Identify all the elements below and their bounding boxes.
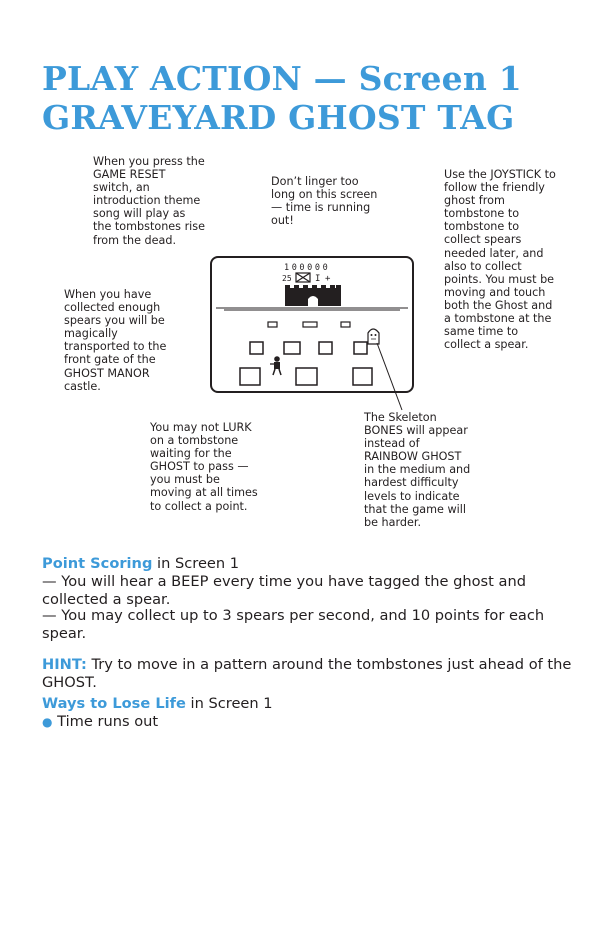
lose-life-item: [42, 713, 582, 731]
callout-dont-linger: Don’t linger too long on this screen — time is running out!: [271, 175, 378, 228]
lose-life-label: Ways to Lose Life: [42, 695, 186, 712]
game-screen-illustration: [210, 256, 414, 393]
callout-game-reset: When you press the GAME RESET switch, an introduction theme song will play as the tombstones rise from the dead.: [93, 155, 205, 247]
callout-skeleton-bones: The Skeleton BONES will appear instead of RAINBOW GHOST in the medium and hardest difficulty levels to indicate that the game will be harder.: [364, 411, 471, 529]
score-readout: 100000: [284, 263, 331, 273]
point-scoring-heading: [42, 555, 582, 573]
lose-life-suffix: in Screen 1: [185, 695, 273, 712]
page-title-line-1: PLAY ACTION — Screen 1: [42, 59, 522, 98]
point-scoring-label: Point Scoring: [42, 555, 153, 572]
graveyard-scene: [212, 258, 412, 391]
hint-label: HINT:: [42, 656, 87, 673]
tombstone: [296, 368, 317, 385]
lose-life-heading: [42, 695, 582, 713]
page-title-line-2: GRAVEYARD GHOST TAG: [42, 98, 515, 137]
tombstone: [354, 342, 367, 354]
small-tombstone-left: [268, 322, 277, 327]
ghost-icon: [368, 329, 379, 344]
scoring-rule-2: — You may collect up to 3 spears per second, and 10 points for each spear.: [42, 607, 545, 642]
timer-readout: 25: [282, 274, 292, 283]
small-tombstone-middle: [303, 322, 317, 327]
tombstone: [250, 342, 263, 354]
hint-paragraph: [42, 656, 582, 692]
player-icon: [270, 356, 281, 375]
callout-enough-spears: When you have collected enough spears you will be magically transported to the front gate of the GHOST MANOR castle.: [64, 288, 167, 393]
spear-box-icon: [296, 273, 310, 282]
tombstone: [353, 368, 372, 385]
lose-life-item-text: Time runs out: [57, 713, 159, 730]
hint-text: Try to move in a pattern around the tombstones just ahead of the GHOST.: [42, 656, 572, 691]
castle-gate-icon: [285, 285, 341, 306]
lives-readout: I: [315, 274, 321, 284]
tombstone: [284, 342, 300, 354]
spear-count-readout: +: [325, 274, 331, 284]
small-tombstone-right: [341, 322, 350, 327]
callout-no-lurk: You may not LURK on a tombstone waiting for the GHOST to pass — you must be moving at all times to collect a point.: [150, 421, 258, 513]
tombstone: [240, 368, 260, 385]
scoring-rule-1: — You will hear a BEEP every time you have tagged the ghost and collected a spear.: [42, 573, 526, 608]
point-scoring-suffix: in Screen 1: [152, 555, 240, 572]
callout-joystick: Use the JOYSTICK to follow the friendly ghost from tombstone to tombstone to collect spears needed later, and also to collect points. You must be moving and touch both the Ghost and a tombstone at the same time to collect a spear.: [444, 168, 556, 352]
bullet-icon: ●: [42, 715, 53, 729]
tombstone: [319, 342, 332, 354]
